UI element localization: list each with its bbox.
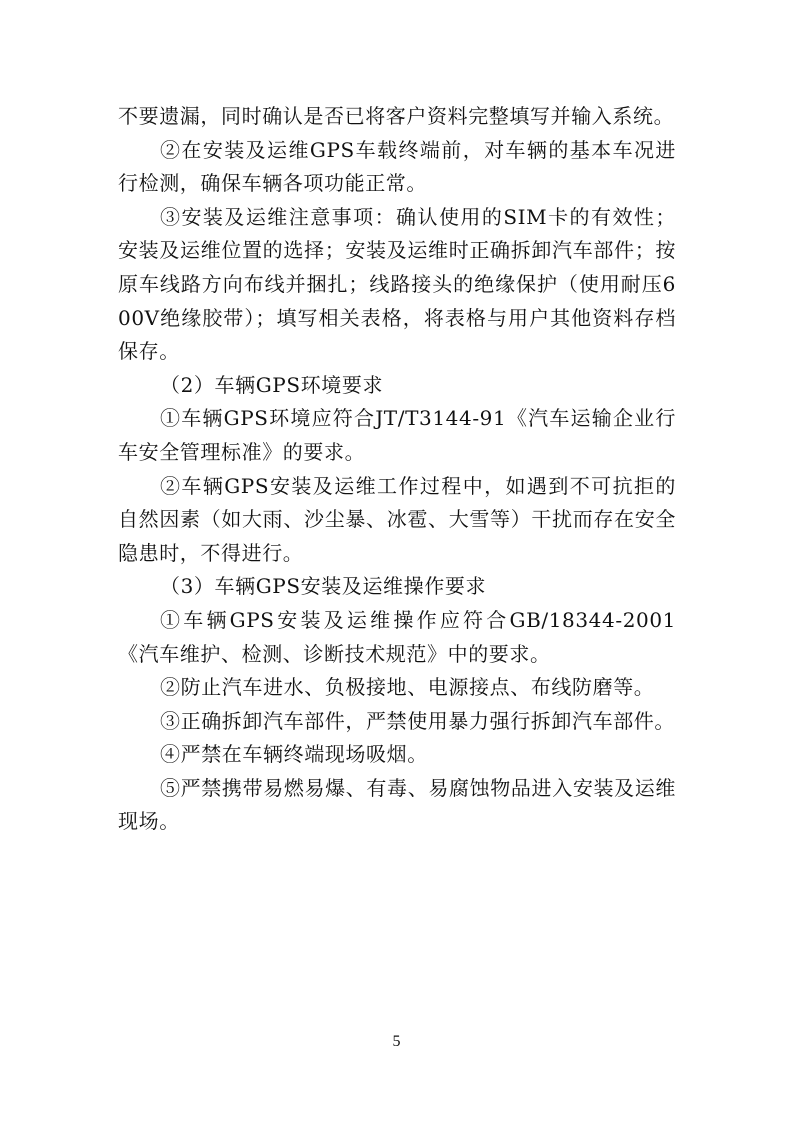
document-body: [118, 100, 676, 839]
section-heading-environment: （2）车辆GPS环境要求: [160, 372, 384, 397]
paragraph-no-smoking: ④严禁在车辆终端现场吸烟。: [160, 742, 428, 767]
paragraph-part-removal: ③正确拆卸汽车部件，严禁使用暴力强行拆卸汽车部件。: [160, 708, 675, 733]
paragraph-operation-standard: ①车辆GPS安装及运维操作应符合GB/18344-2001《汽车维护、检测、诊断技术规范》中的要求。: [118, 607, 676, 666]
paragraph-vehicle-check: ②在安装及运维GPS车载终端前，对车辆的基本车况进行检测，确保车辆各项功能正常。: [118, 137, 676, 196]
paragraph-installation-notes: ③安装及运维注意事项：确认使用的SIM卡的有效性；安装及运维位置的选择；安装及运维时正确拆卸汽车部件；按原车线路方向布线并捆扎；线路接头的绝缘保护（使用耐压600V绝缘胶带）；填写相关表格，将表格与用户其他资料存档保存。: [118, 204, 676, 364]
page-number: 5: [392, 1033, 401, 1050]
paragraph-environment-standard: ①车辆GPS环境应符合JT/T3144-91《汽车运输企业行车安全管理标准》的要求。: [118, 406, 676, 464]
section-heading-operation: （3）车辆GPS安装及运维操作要求: [160, 574, 487, 599]
paragraph-weather-safety: ②车辆GPS安装及运维工作过程中，如遇到不可抗拒的自然因素（如大雨、沙尘暴、冰雹、大雪等）干扰而存在安全隐患时，不得进行。: [118, 473, 676, 565]
paragraph-customer-info: 不要遗漏，同时确认是否已将客户资料完整填写并输入系统。: [118, 104, 675, 128]
paragraph-hazardous-items: ⑤严禁携带易燃易爆、有毒、易腐蚀物品进入安装及运维现场。: [118, 775, 676, 834]
paragraph-water-protection: ②防止汽车进水、负极接地、电源接点、布线防磨等。: [160, 675, 655, 700]
